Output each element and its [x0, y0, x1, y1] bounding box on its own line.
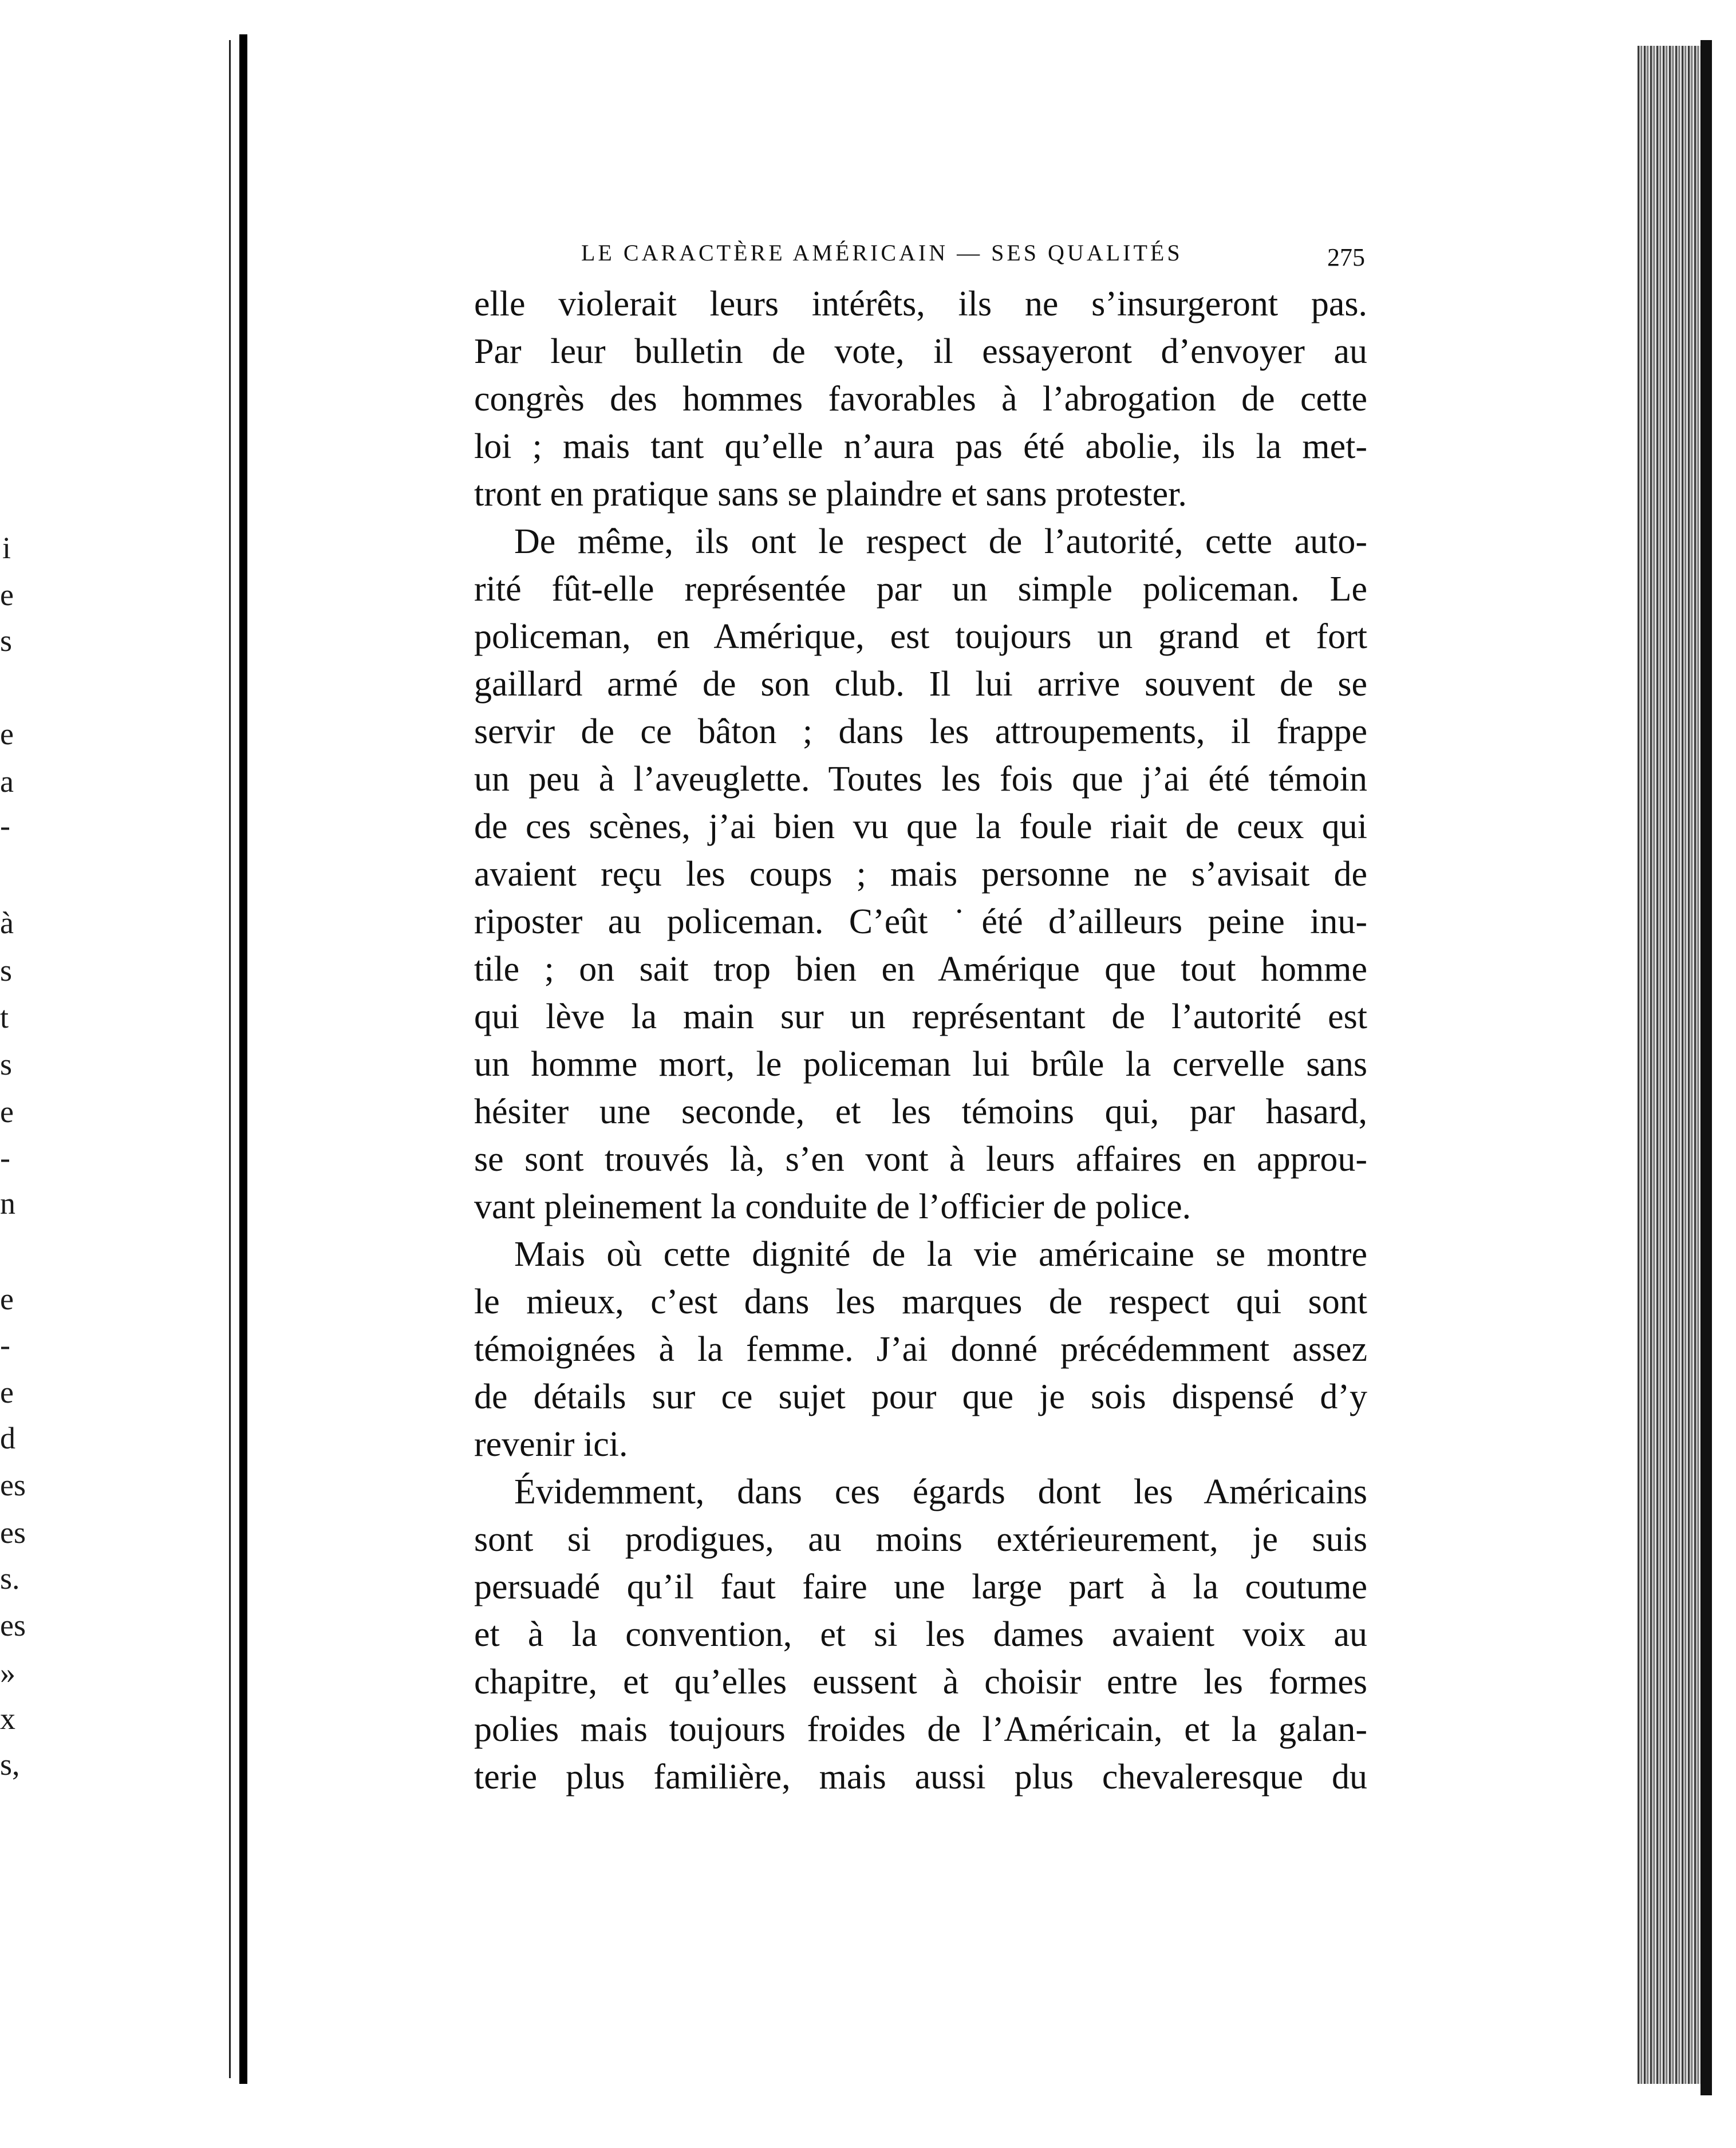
text-line: le mieux, c’est dans les marques de respect qui sont: [474, 1282, 1367, 1321]
text-line: vant pleinement la conduite de l’officier de police.: [474, 1187, 1191, 1226]
left-page-line-endings: [0, 40, 26, 2050]
left-fragment: -: [0, 808, 10, 843]
text-line: Évidemment, dans ces égards dont les Américains: [514, 1472, 1367, 1511]
text-line: de ces scènes, j’ai bien vu que la foule riait de ceux qui: [474, 807, 1367, 846]
text-line: qui lève la main sur un représentant de l’autorité est: [474, 997, 1367, 1036]
running-head: LE CARACTÈRE AMÉRICAIN — SES QUALITÉS: [581, 240, 1183, 266]
text-line: tront en pratique sans se plaindre et sans protester.: [474, 475, 1187, 514]
text-line: se sont trouvés là, s’en vont à leurs affaires en approu-: [474, 1140, 1367, 1179]
text-line: terie plus familière, mais aussi plus chevaleresque du: [474, 1758, 1367, 1796]
left-fragment: e: [0, 717, 14, 751]
left-fragment: t: [0, 1000, 9, 1034]
left-fragment: s: [0, 623, 13, 658]
left-fragment: es: [0, 1608, 26, 1642]
scan-border-right: [1701, 40, 1712, 2095]
text-line: servir de ce bâton ; dans les attroupements, il frappe: [474, 712, 1367, 751]
text-line: sont si prodigues, au moins extérieurement, je suis: [474, 1520, 1367, 1559]
left-fragment: -: [0, 1140, 10, 1175]
text-line: tile ; on sait trop bien en Amérique que tout homme: [474, 950, 1367, 989]
text-line: De même, ils ont le respect de l’autorité, cette auto-: [514, 522, 1367, 561]
left-fragment: e: [0, 1282, 14, 1316]
text-line: gaillard armé de son club. Il lui arrive souvent de se: [474, 665, 1367, 704]
left-fragment: x: [0, 1701, 15, 1736]
text-line: polies mais toujours froides de l’Américain, et la galan-: [474, 1710, 1367, 1749]
left-fragment: s: [0, 953, 13, 988]
text-line: chapitre, et qu’elles eussent à choisir entre les formes: [474, 1663, 1367, 1701]
text-line: Par leur bulletin de vote, il essayeront d’envoyer au: [474, 332, 1367, 371]
left-fragment: n: [0, 1186, 15, 1221]
left-fragment: es: [0, 1515, 26, 1550]
left-fragment: e: [0, 1095, 14, 1129]
page-number: 275: [1327, 243, 1365, 271]
left-fragment: a: [0, 764, 14, 799]
left-fragment: à: [0, 906, 14, 940]
text-line: persuadé qu’il faut faire une large part à la coutume: [474, 1567, 1367, 1606]
left-page-border: [229, 40, 231, 2078]
left-fragment: d: [0, 1421, 15, 1455]
text-line: témoignées à la femme. J’ai donné précédemment assez: [474, 1330, 1367, 1369]
text-line: revenir ici.: [474, 1425, 628, 1464]
body-text: [474, 281, 1367, 1801]
left-fragment: es: [0, 1468, 26, 1502]
text-line: congrès des hommes favorables à l’abrogation de cette: [474, 380, 1367, 418]
left-fragment: -: [0, 1328, 10, 1362]
text-line: loi ; mais tant qu’elle n’aura pas été abolie, ils la met-: [474, 427, 1367, 466]
left-fragment: s,: [0, 1747, 20, 1782]
left-fragment: i: [2, 531, 11, 565]
page-stack-edges: [1638, 46, 1706, 2084]
text-line: de détails sur ce sujet pour que je sois dispensé d’y: [474, 1377, 1367, 1416]
text-line: et à la convention, et si les dames avaient voix au: [474, 1615, 1367, 1654]
text-line: riposter au policeman. C’eût ˙été d’ailleurs peine inu-: [474, 902, 1367, 941]
left-fragment: e: [0, 578, 14, 612]
book-gutter: [239, 34, 247, 2084]
text-line: hésiter une seconde, et les témoins qui, par hasard,: [474, 1092, 1367, 1131]
left-page-edge: [0, 40, 226, 2050]
left-fragment: »: [0, 1656, 15, 1690]
text-line: avaient reçu les coups ; mais personne ne s’avisait de: [474, 855, 1367, 894]
text-line: rité fût-elle représentée par un simple policeman. Le: [474, 570, 1367, 609]
left-fragment: e: [0, 1375, 14, 1409]
text-line: elle violerait leurs intérêts, ils ne s’insurgeront pas.: [474, 285, 1367, 323]
text-line: Mais où cette dignité de la vie américaine se montre: [514, 1235, 1367, 1274]
left-fragment: s: [0, 1047, 13, 1081]
text-line: un peu à l’aveuglette. Toutes les fois que j’ai été témoin: [474, 760, 1367, 799]
left-fragment: s.: [0, 1561, 20, 1596]
text-line: policeman, en Amérique, est toujours un grand et fort: [474, 617, 1367, 656]
text-line: un homme mort, le policeman lui brûle la cervelle sans: [474, 1045, 1367, 1084]
